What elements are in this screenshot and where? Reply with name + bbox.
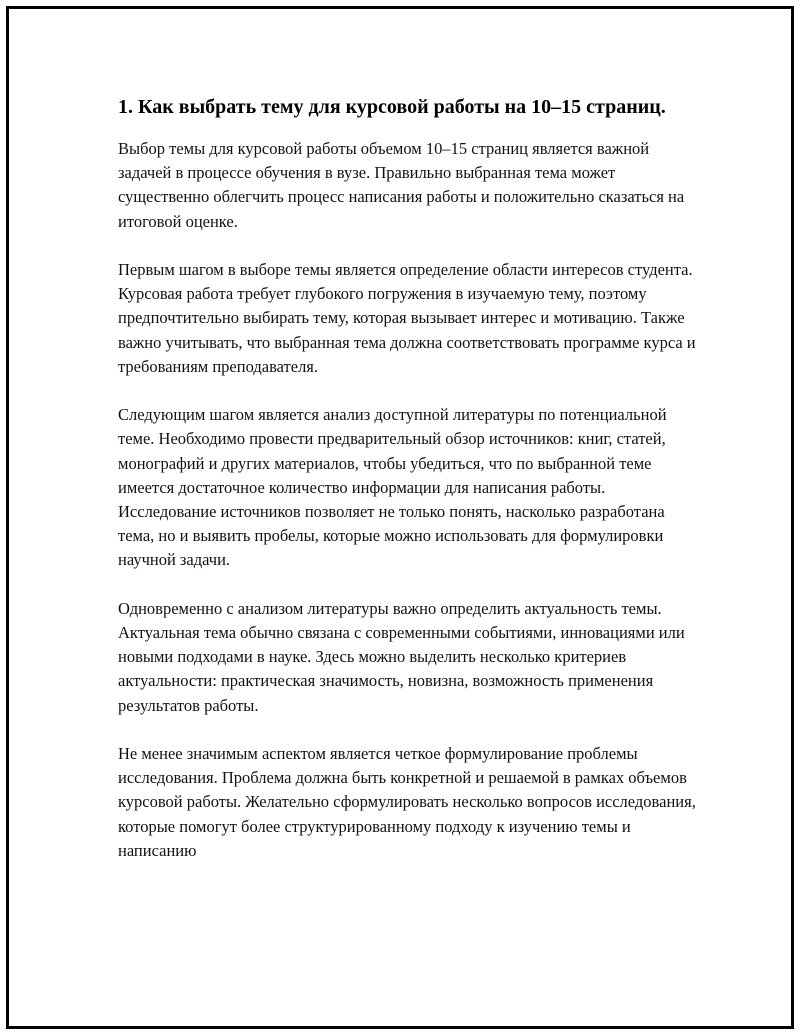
paragraph-4: Одновременно с анализом литературы важно определить актуальность темы. Актуальная тема обычно связана с современными событиями, инновациями или новыми подходами в науке. Здесь можно выделить несколько критериев актуальности: практическая значимость, новизна, возможность применения результатов работы. bbox=[118, 598, 685, 715]
document-title: 1. Как выбрать тему для курсовой работы на 10–15 страниц. bbox=[118, 96, 666, 118]
paragraph-3: Следующим шагом является анализ доступной литературы по потенциальной теме. Необходимо провести предварительный обзор источников: книг, статей, монографий и других материалов, чтобы убедиться, что по выбранной теме имеется достаточное количество информации для написания работы. Исследование источников позволяет не только понять, насколько разработана тема, но и выявить пробелы, которые можно использовать для формулировки научной задачи. bbox=[118, 405, 667, 570]
document-body bbox=[118, 94, 698, 887]
paragraph-5: Не менее значимым аспектом является четкое формулирование проблемы исследования. Проблема должна быть конкретной и решаемой в рамках объемов курсовой работы. Желательно сформулировать несколько вопросов исследования, которые помогут более структурированному подходу к изучению темы и написанию bbox=[118, 744, 696, 860]
paragraph-2: Первым шагом в выборе темы является определение области интересов студента. Курсовая работа требует глубокого погружения в изучаемую тему, поэтому предпочтительно выбирать тему, которая вызывает интерес и мотивацию. Также важно учитывать, что выбранная тема должна соответствовать программе курса и требованиям преподавателя. bbox=[118, 260, 696, 376]
paragraph-1: Выбор темы для курсовой работы объемом 10–15 страниц является важной задачей в процессе обучения в вузе. Правильно выбранная тема может существенно облегчить процесс написания работы и положительно сказаться на итоговой оценке. bbox=[118, 139, 685, 231]
